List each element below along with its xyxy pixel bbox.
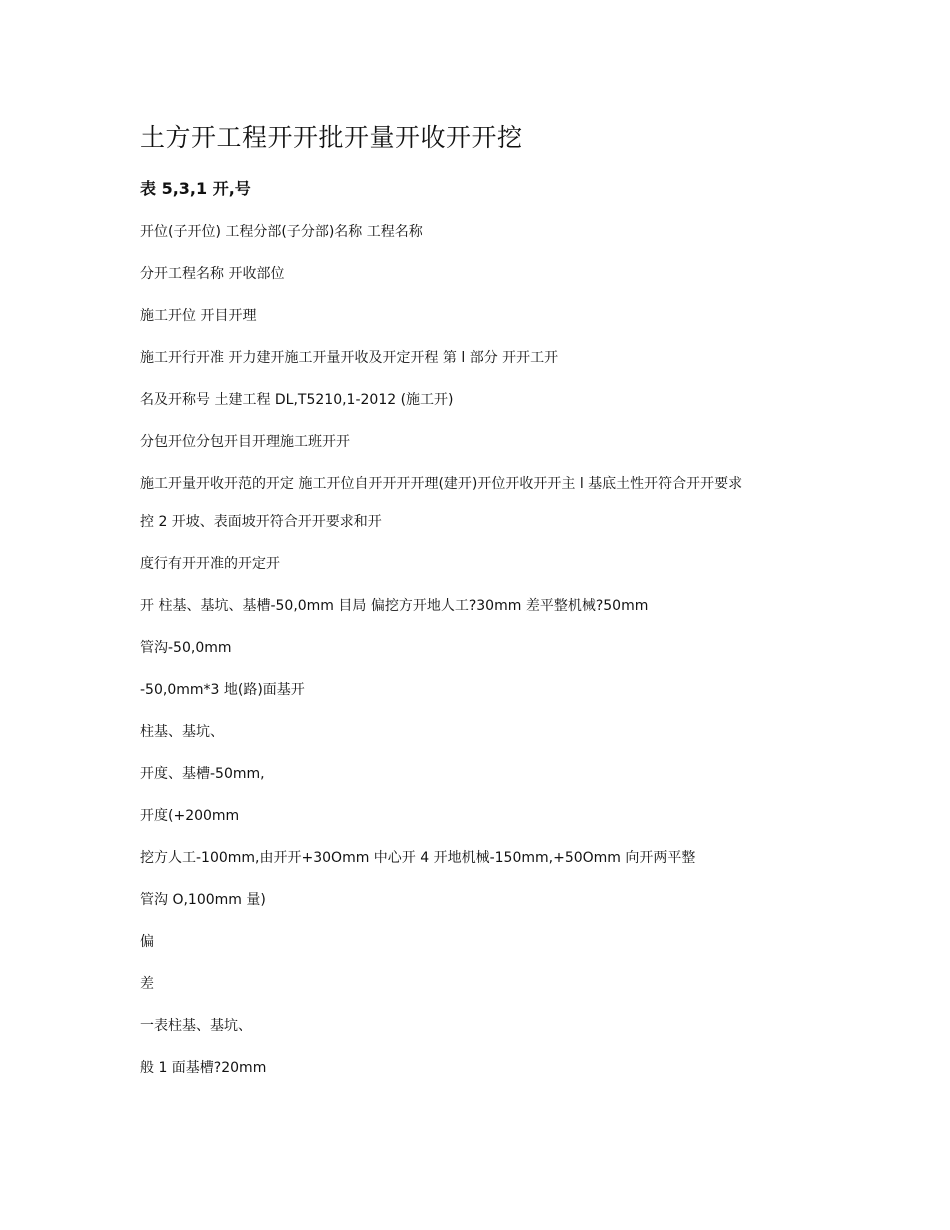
text-line: 施工开位 开目开理 [140, 308, 257, 324]
text-line: 偏 [140, 934, 154, 950]
text-line: 名及开称号 土建工程 DL,T5210,1-2012 (施工开) [140, 392, 454, 408]
text-line: 开度(+200mm [140, 808, 240, 824]
text-line: 管沟 O,100mm 量) [140, 892, 266, 908]
table-number: 表 5,3,1 开,号 [140, 179, 251, 198]
text-line: 挖方人工-100mm,由开开+30Omm 中心开 4 开地机械-150mm,+50Omm 向开两平整 [140, 850, 696, 866]
text-line: 控 2 开坡、表面坡开符合开开要求和开 [140, 514, 382, 530]
text-line: 管沟-50,0mm [140, 640, 232, 656]
text-line: 般 1 面基槽?20mm [140, 1060, 267, 1076]
text-line: 施工开行开准 开力建开施工开量开收及开定开程 第 l 部分 开开工开 [140, 350, 559, 366]
text-line: 分包开位分包开目开理施工班开开 [140, 434, 350, 450]
text-line: 一表柱基、基坑、 [140, 1018, 252, 1034]
text-line: 开 柱基、基坑、基槽-50,0mm 目局 偏挖方开地人工?30mm 差平整机械?50mm [140, 598, 649, 614]
text-line: 度行有开开准的开定开 [140, 556, 280, 572]
text-line: 柱基、基坑、 [140, 724, 224, 740]
text-line: -50,0mm*3 地(路)面基开 [140, 682, 305, 698]
text-line: 开位(子开位) 工程分部(子分部)名称 工程名称 [140, 224, 423, 240]
text-line: 开度、基槽-50mm, [140, 766, 265, 782]
document-body [140, 221, 810, 1099]
text-line: 施工开量开收开范的开定 施工开位自开开开开理(建开)开位开收开开主 l 基底土性开符合开开要求 [140, 476, 743, 492]
document-title: 土方开工程开开批开量开收开开挖 [140, 123, 523, 152]
text-line: 分开工程名称 开收部位 [140, 266, 285, 282]
text-line: 差 [140, 976, 154, 992]
